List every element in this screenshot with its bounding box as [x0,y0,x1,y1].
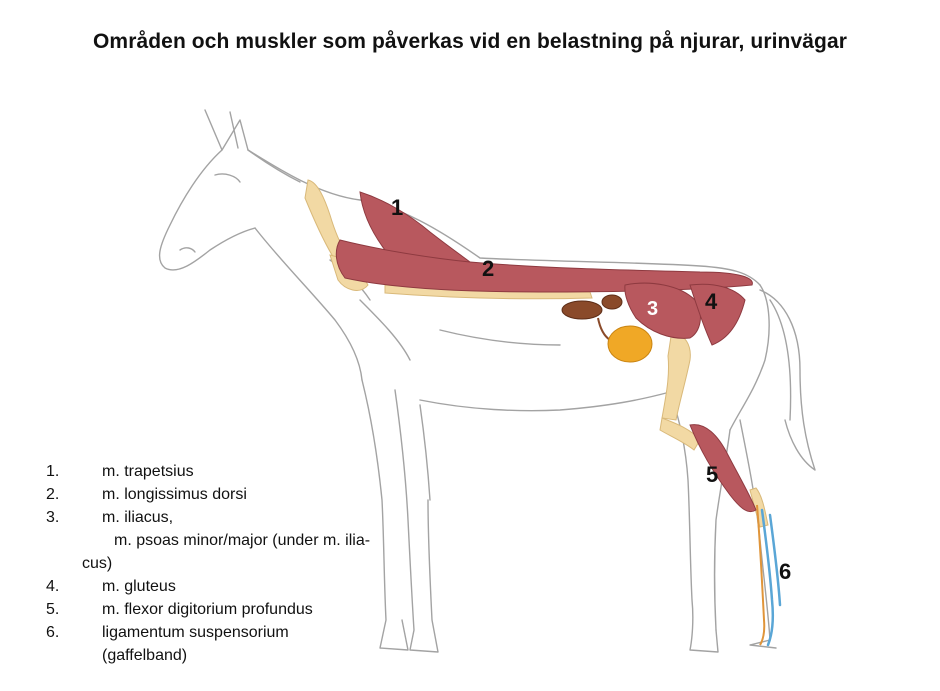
legend-row [46,621,446,644]
legend-text: m. psoas minor/major (under m. ilia- [114,532,371,549]
legend-row [46,598,446,621]
legend-number: 3. [46,509,60,526]
legend-text: cus) [82,555,113,572]
marker-3: 3 [647,298,659,320]
legend [46,460,446,667]
legend-text: m. longissimus dorsi [102,486,247,503]
legend-row [46,644,446,667]
legend-row [46,552,446,575]
marker-6: 6 [779,559,792,584]
marker-2: 2 [482,256,495,281]
legend-row [46,506,446,529]
legend-number: 5. [46,601,60,618]
legend-text: (gaffelband) [102,647,188,664]
legend-number: 2. [46,486,60,503]
legend-row [46,575,446,598]
legend-number: 4. [46,578,60,595]
legend-row [46,529,446,552]
legend-text: m. flexor digitorium profundus [102,601,313,618]
marker-1: 1 [391,195,404,220]
legend-text: m. iliacus, [102,509,174,526]
legend-row [46,460,446,483]
legend-text: m. gluteus [102,578,176,595]
marker-4: 4 [705,289,718,314]
legend-number: 6. [46,624,60,641]
legend-text: ligamentum suspensorium [102,624,289,641]
legend-number: 1. [46,463,60,480]
figure-title: Områden och muskler som påverkas vid en belastning på njurar, urinvägar [92,30,848,53]
legend-row [46,483,446,506]
marker-5: 5 [706,462,719,487]
legend-text: m. trapetsius [102,463,194,480]
